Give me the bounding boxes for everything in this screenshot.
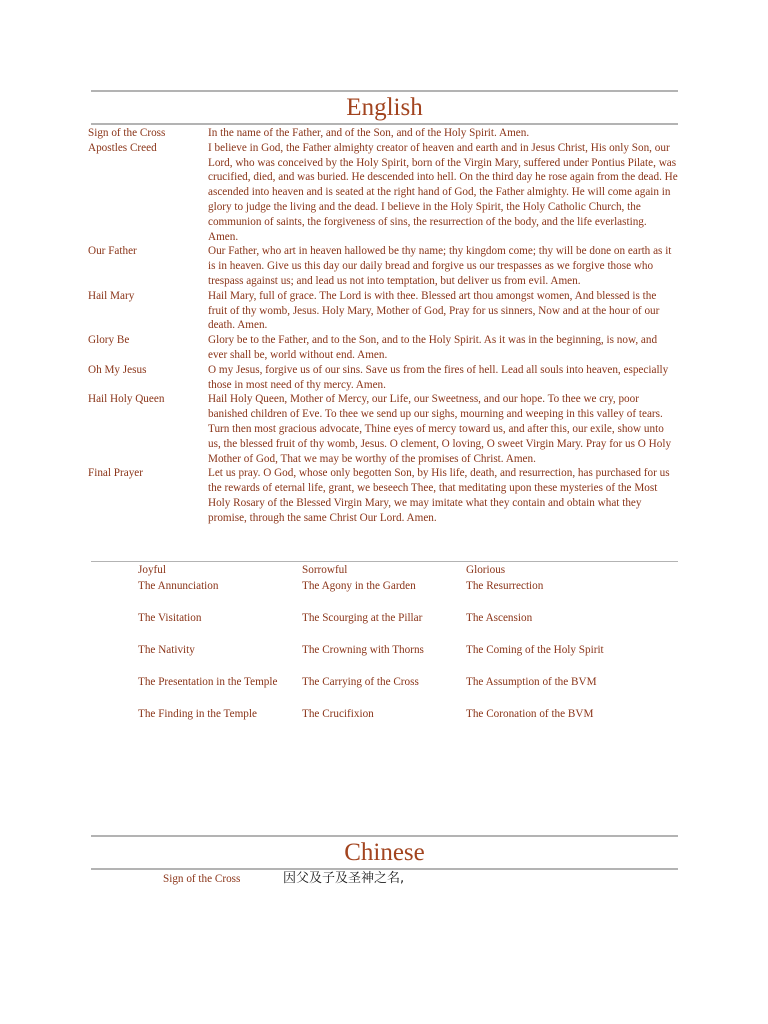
prayer-text: Hail Mary, full of grace. The Lord is with thee. Blessed art thou amongst women, And blessed is the fruit of thy womb, Jesus. Holy Mary, Mother of God, Pray for us sinners, Now and at the hour of our death. Amen. — [208, 289, 660, 332]
mystery-glorious: The Resurrection — [466, 580, 544, 592]
chinese-prayer-name: Sign of the Cross — [163, 873, 241, 885]
prayer-name: Sign of the Cross — [88, 127, 166, 139]
mysteries-row — [138, 707, 658, 739]
prayer-text: In the name of the Father, and of the Son, and of the Holy Spirit. Amen. — [208, 127, 530, 139]
english-section-title: English — [346, 94, 423, 121]
prayer-row — [88, 392, 680, 466]
mystery-glorious: The Coronation of the BVM — [466, 708, 594, 720]
mystery-joyful: The Finding in the Temple — [138, 708, 257, 720]
prayer-row — [88, 141, 680, 245]
prayer-row — [88, 333, 680, 363]
english-top-rule — [91, 90, 678, 92]
chinese-prayer-text: 因父及子及圣神之名, — [283, 871, 405, 886]
prayer-name: Glory Be — [88, 334, 130, 347]
mystery-glorious: The Assumption of the BVM — [466, 676, 597, 688]
prayer-text: Our Father, who art in heaven hallowed be thy name; thy kingdom come; thy will be done on earth as it is in heaven. Give us this day our daily bread and forgive us our trespasses as we forgive those who trespass against us; and lead us not into temptation, but deliver us from evil. Amen. — [208, 245, 672, 287]
prayer-row — [88, 363, 680, 393]
prayer-name: Oh My Jesus — [88, 363, 147, 376]
mysteries-table — [138, 563, 658, 739]
mysteries-row — [138, 675, 658, 707]
english-bottom-rule — [91, 123, 678, 125]
prayer-name: Hail Holy Queen — [88, 393, 165, 406]
chinese-section-title: Chinese — [344, 839, 425, 866]
prayer-text: Hail Holy Queen, Mother of Mercy, our Life, our Sweetness, and our hope. To thee we cry, poor banished children of Eve. To thee we send up our sighs, mourning and weeping in this valley of tears. Turn then most gracious advocate, Thine eyes of mercy toward us, and after this, our exile, show unto us, the blessed fruit of thy womb, Jesus. O clement, O loving, O sweet Virgin Mary. Pray for us O Holy Mother of God, That we may be worthy of the promises of Christ. Amen. — [208, 393, 672, 465]
prayer-name: Apostles Creed — [88, 141, 157, 154]
mystery-joyful: The Visitation — [138, 612, 202, 624]
mystery-sorrowful: The Agony in the Garden — [302, 580, 416, 592]
mystery-sorrowful: The Scourging at the Pillar — [302, 612, 423, 624]
prayer-row — [88, 126, 680, 141]
chinese-bottom-rule — [91, 868, 678, 870]
mysteries-header-glorious: Glorious — [466, 564, 506, 576]
mysteries-row — [138, 643, 658, 675]
mystery-joyful: The Nativity — [138, 644, 195, 656]
prayer-row — [88, 289, 680, 333]
mystery-sorrowful: The Crowning with Thorns — [302, 644, 424, 656]
prayer-row — [88, 244, 680, 288]
chinese-prayer-row — [163, 871, 404, 887]
mysteries-header-row — [138, 563, 658, 579]
prayer-text: Glory be to the Father, and to the Son, and to the Holy Spirit. As it was in the beginning, is now, and ever shall be, world without end. Amen. — [208, 334, 658, 361]
mystery-sorrowful: The Crucifixion — [302, 708, 374, 720]
mysteries-row — [138, 579, 658, 611]
mystery-joyful: The Annunciation — [138, 580, 219, 592]
mysteries-row — [138, 611, 658, 643]
english-prayer-table — [88, 126, 680, 526]
chinese-top-rule — [91, 835, 678, 837]
mystery-joyful: The Presentation in the Temple — [138, 676, 278, 688]
prayer-name: Our Father — [88, 245, 137, 258]
prayer-row — [88, 466, 680, 525]
prayer-text: O my Jesus, forgive us of our sins. Save us from the fires of hell. Lead all souls into heaven, especially those in most need of thy mercy. Amen. — [208, 363, 669, 391]
mysteries-header-joyful: Joyful — [138, 564, 166, 576]
mystery-glorious: The Ascension — [466, 612, 533, 624]
prayer-text: Let us pray. O God, whose only begotten Son, by His life, death, and resurrection, has purchased for us the rewards of eternal life, grant, we beseech Thee, that meditating upon these mysteries of the Most Holy Rosary of the Blessed Virgin Mary, we may imitate what they contain and obtain what they promise, through the same Christ Our Lord. Amen. — [208, 467, 670, 524]
mysteries-top-rule — [91, 561, 678, 562]
mystery-glorious: The Coming of the Holy Spirit — [466, 644, 604, 656]
prayer-name: Final Prayer — [88, 467, 143, 480]
mystery-sorrowful: The Carrying of the Cross — [302, 676, 419, 688]
mysteries-header-sorrowful: Sorrowful — [302, 564, 348, 576]
prayer-name: Hail Mary — [88, 289, 135, 302]
prayer-text: I believe in God, the Father almighty creator of heaven and earth and in Jesus Christ, His only Son, our Lord, who was conceived by the Holy Spirit, born of the Virgin Mary, suffered under Pontius Pilate, was crucified, died, and was buried. He descended into hell. On the third day he rose again from the dead. He ascended into heaven and is seated at the right hand of God, the Father almighty. He will come again in glory to judge the living and the dead. I believe in the Holy Spirit, the Holy Catholic Church, the communion of saints, the forgiveness of sins, the resurrection of the body, and the life everlasting. Amen. — [208, 141, 678, 243]
